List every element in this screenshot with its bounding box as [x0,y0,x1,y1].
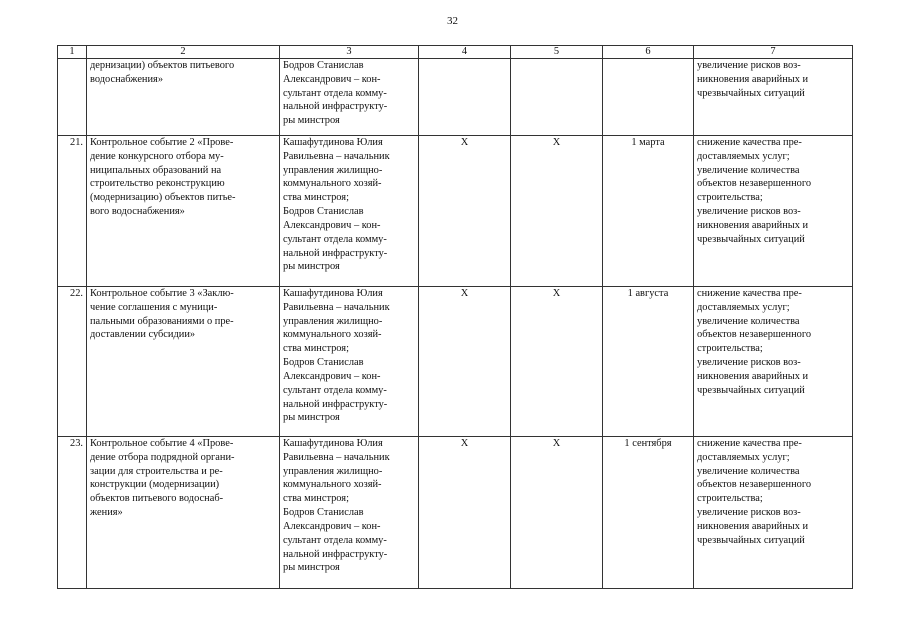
responsible-persons: Кашафутдинова Юлия Равильевна – начальник управления жилищно- коммунального хозяй- ства минстроя; Бодров Станислав Александрович – кон- сультант отдела комму- нальной инфраструкту- ры минстроя [280,437,419,589]
column-number: 3 [280,46,419,59]
page-number: 32 [447,15,458,27]
deadline-date: 1 марта [603,136,694,287]
risks-description: снижение качества пре- доставляемых услуг; увеличение количества объектов незавершенного строительства; увеличение рисков воз- никновения аварийных и чрезвычайных ситуаций [694,136,853,287]
mark-col4: Х [419,287,511,437]
deadline-date [603,59,694,136]
table-row [58,287,853,437]
deadline-date: 1 сентября [603,437,694,589]
deadline-date: 1 августа [603,287,694,437]
mark-col5: Х [511,287,603,437]
risks-description: снижение качества пре- доставляемых услуг; увеличение количества объектов незавершенного строительства; увеличение рисков воз- никновения аварийных и чрезвычайных ситуаций [694,437,853,589]
responsible-persons: Кашафутдинова Юлия Равильевна – начальник управления жилищно- коммунального хозяй- ства минстроя; Бодров Станислав Александрович – кон- сультант отдела комму- нальной инфраструкту- ры минстроя [280,136,419,287]
table-row [58,136,853,287]
table-row [58,437,853,589]
column-number: 4 [419,46,511,59]
mark-col5 [511,59,603,136]
responsible-persons: Кашафутдинова Юлия Равильевна – начальник управления жилищно- коммунального хозяй- ства минстроя; Бодров Станислав Александрович – кон- сультант отдела комму- нальной инфраструкту- ры минстроя [280,287,419,437]
column-number: 1 [58,46,87,59]
mark-col5: Х [511,136,603,287]
column-number: 6 [603,46,694,59]
column-number: 7 [694,46,853,59]
column-number-row [58,46,853,59]
column-number: 2 [87,46,280,59]
table-row [58,59,853,136]
column-number: 5 [511,46,603,59]
row-number: 23. [58,437,87,589]
mark-col4: Х [419,437,511,589]
event-description: Контрольное событие 4 «Прове- дение отбора подрядной органи- зации для строительства и ре- конструкции (модернизации) объектов питьевого водоснаб- жения» [87,437,280,589]
mark-col5: Х [511,437,603,589]
responsible-persons: Бодров Станислав Александрович – кон- сультант отдела комму- нальной инфраструкту- ры минстроя [280,59,419,136]
risks-description: увеличение рисков воз- никновения аварийных и чрезвычайных ситуаций [694,59,853,136]
mark-col4 [419,59,511,136]
row-number: 22. [58,287,87,437]
row-number [58,59,87,136]
event-description: Контрольное событие 2 «Прове- дение конкурсного отбора му- ниципальных образований на строительство реконструкцию (модернизацию) объектов питье- вого водоснабжения» [87,136,280,287]
event-description: дернизации) объектов питьевого водоснабжения» [87,59,280,136]
risks-description: снижение качества пре- доставляемых услуг; увеличение количества объектов незавершенного строительства; увеличение рисков воз- никновения аварийных и чрезвычайных ситуаций [694,287,853,437]
row-number: 21. [58,136,87,287]
control-events-table [57,45,853,589]
event-description: Контрольное событие 3 «Заклю- чение соглашения с муници- пальными образованиями о пре- доставлении субсидии» [87,287,280,437]
mark-col4: Х [419,136,511,287]
